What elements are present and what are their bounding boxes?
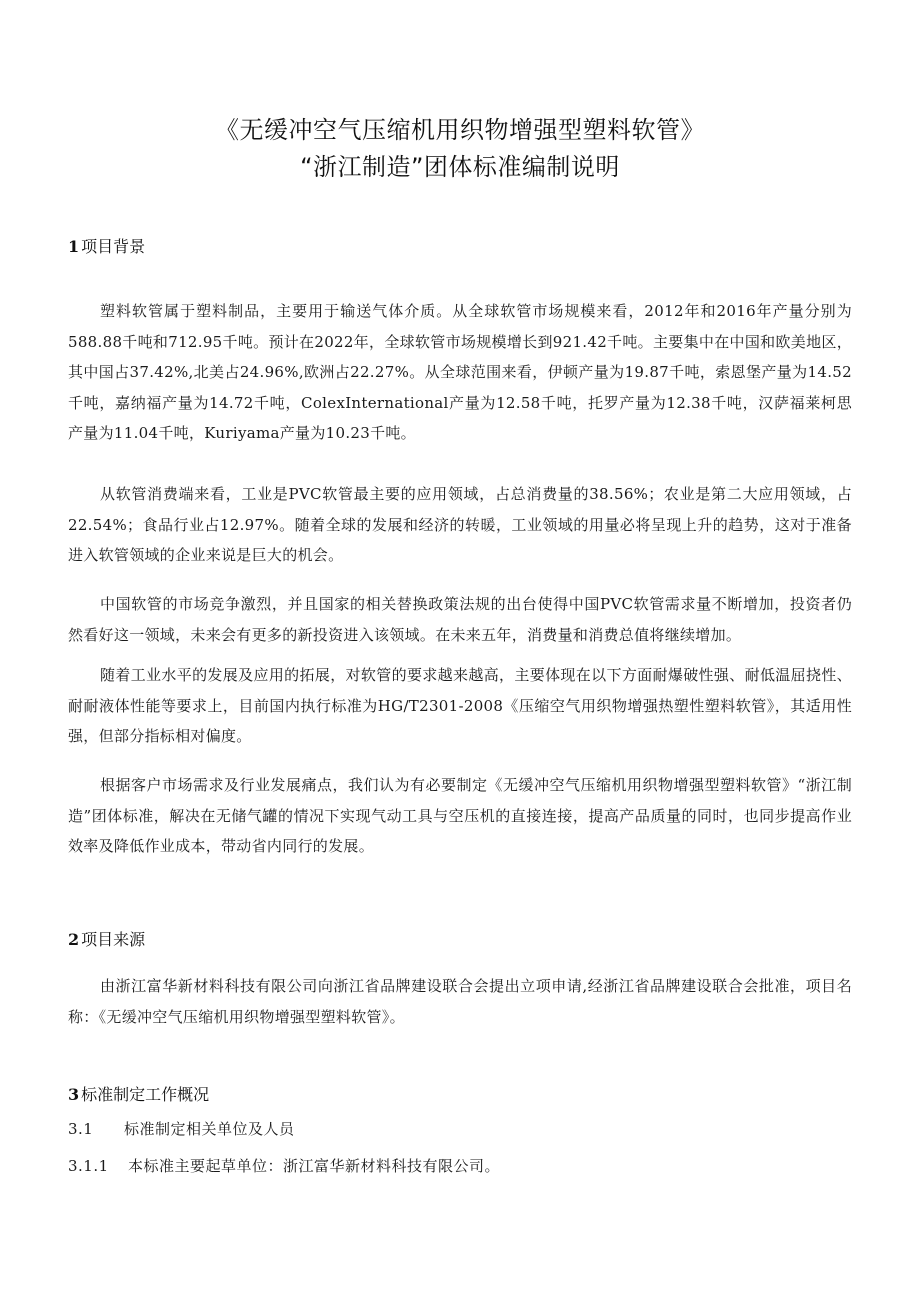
section-1-paragraph-4: 随着工业水平的发展及应用的拓展，对软管的要求越来越高，主要体现在以下方面耐爆破性强、耐低温屈挠性、耐耐液体性能等要求上，目前国内执行标准为HG/T2301-2008《压缩空气用织物增强热塑性塑料软管》，其适用性强，但部分指标相对偏度。	[68, 666, 852, 745]
document-title-line1: 《无缓冲空气压缩机用织物增强型塑料软管》	[215, 116, 705, 144]
section-1-heading	[68, 234, 145, 257]
section-1-paragraph-1: 塑料软管属于塑料制品，主要用于输送气体介质。从全球软管市场规模来看，2012年和2016年产量分别为588.88千吨和712.95千吨。预计在2022年，全球软管市场规模增长到921.42千吨。主要集中在中国和欧美地区，其中国占37.42%,北美占24.96%,欧洲占22.27%。从全球范围来看，伊顿产量为19.87千吨，索恩堡产量为14.52千吨，嘉纳福产量为14.72千吨，ColexInternational产量为12.58千吨，托罗产量为12.38千吨，汉萨福莱柯思产量为11.04千吨，Kuriyama产量为10.23千吨。	[68, 302, 852, 442]
section-2-heading	[68, 927, 145, 950]
subsection-3-1-number: 3.1	[68, 1120, 94, 1138]
section-2-paragraph: 由浙江富华新材料科技有限公司向浙江省品牌建设联合会提出立项申请,经浙江省品牌建设联合会批准，项目名称：《无缓冲空气压缩机用织物增强型塑料软管》。	[68, 977, 852, 1026]
document-title-line2: “浙江制造”团体标准编制说明	[300, 153, 620, 181]
section-3-number: 3	[68, 1085, 80, 1104]
subsection-3-1	[68, 1118, 295, 1139]
section-1-number: 1	[68, 237, 80, 256]
section-3-heading	[68, 1082, 209, 1105]
subsection-3-1-title: 标准制定相关单位及人员	[124, 1120, 295, 1138]
section-3-title: 标准制定工作概况	[81, 1085, 210, 1104]
section-1-paragraph-5: 根据客户市场需求及行业发展痛点，我们认为有必要制定《无缓冲空气压缩机用织物增强型塑料软管》“浙江制造”团体标准，解决在无储气罐的情况下实现气动工具与空压机的直接连接，提高产品质量的同时，也同步提高作业效率及降低作业成本，带动省内同行的发展。	[68, 776, 852, 855]
section-1-title: 项目背景	[81, 237, 146, 256]
section-1-paragraph-2: 从软管消费端来看，工业是PVC软管最主要的应用领域，占总消费量的38.56%；农业是第二大应用领域，占22.54%；食品行业占12.97%。随着全球的发展和经济的转暖，工业领域的用量必将呈现上升的趋势，这对于准备进入软管领域的企业来说是巨大的机会。	[68, 485, 852, 564]
subsection-3-1-1-text: 本标准主要起草单位：浙江富华新材料科技有限公司。	[128, 1157, 501, 1175]
section-2-number: 2	[68, 930, 80, 949]
section-1-paragraph-3: 中国软管的市场竞争激烈，并且国家的相关替换政策法规的出台使得中国PVC软管需求量不断增加，投资者仍然看好这一领域，未来会有更多的新投资进入该领域。在未来五年，消费量和消费总值将继续增加。	[68, 595, 852, 644]
subsection-3-1-1	[68, 1155, 500, 1176]
section-2-title: 项目来源	[81, 930, 146, 949]
subsection-3-1-1-number: 3.1.1	[68, 1157, 109, 1175]
